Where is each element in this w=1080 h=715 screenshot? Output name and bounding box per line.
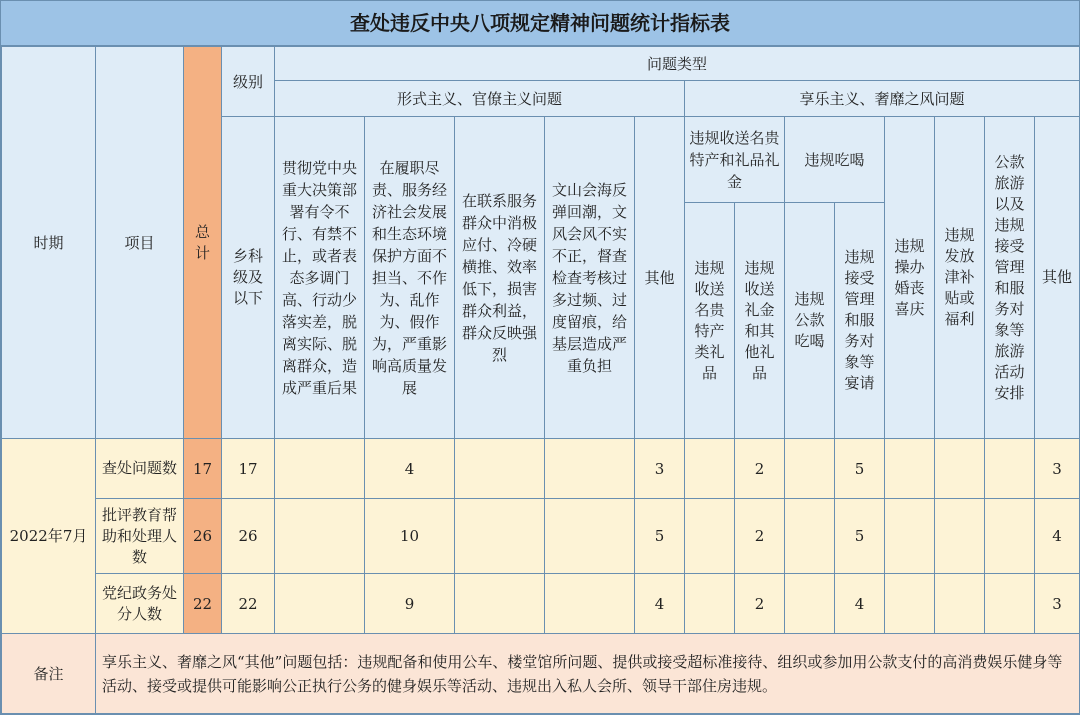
row-label-cases: 查处问题数 bbox=[96, 439, 184, 499]
weddings-funerals-header: 违规操办婚丧喜庆 bbox=[885, 117, 935, 439]
data-cell bbox=[985, 499, 1035, 574]
data-cell bbox=[935, 499, 985, 574]
gift-specialty-header: 违规收送名贵特产类礼品 bbox=[685, 203, 735, 439]
data-cell: 2 bbox=[735, 439, 785, 499]
data-cell bbox=[545, 439, 635, 499]
data-cell: 2 bbox=[735, 574, 785, 634]
data-cell: 5 bbox=[635, 499, 685, 574]
data-cell bbox=[455, 439, 545, 499]
period-header: 时期 bbox=[2, 47, 96, 439]
data-cell bbox=[455, 499, 545, 574]
data-cell: 3 bbox=[1035, 574, 1080, 634]
level-header: 级别 bbox=[222, 47, 275, 117]
gift-cash-header: 违规收送礼金和其他礼品 bbox=[735, 203, 785, 439]
formalism-other-header: 其他 bbox=[635, 117, 685, 439]
formalism-group-header: 形式主义、官僚主义问题 bbox=[275, 81, 685, 117]
formalism-col-1-header: 贯彻党中央重大决策部署有令不行、有禁不止，或者表态多调门高、行动少落实差，脱离实际、脱离群众，造成严重后果 bbox=[275, 117, 365, 439]
data-cell bbox=[935, 439, 985, 499]
row-level-disciplined: 22 bbox=[222, 574, 275, 634]
data-cell bbox=[985, 439, 1035, 499]
data-cell: 5 bbox=[835, 499, 885, 574]
formalism-col-4-header: 文山会海反弹回潮，文风会风不实不正，督查检查考核过多过频、过度留痕，给基层造成严重负担 bbox=[545, 117, 635, 439]
statistics-table bbox=[1, 46, 1080, 714]
data-cell bbox=[275, 439, 365, 499]
data-cell bbox=[885, 574, 935, 634]
data-cell: 4 bbox=[835, 574, 885, 634]
note-label: 备注 bbox=[2, 634, 96, 714]
data-cell: 4 bbox=[635, 574, 685, 634]
data-cell bbox=[275, 574, 365, 634]
hedonism-other-header: 其他 bbox=[1035, 117, 1080, 439]
note-text: 享乐主义、奢靡之风“其他”问题包括：违规配备和使用公车、楼堂馆所问题、提供或接受超标准接待、组织或参加用公款支付的高消费娱乐健身等活动、接受或提供可能影响公正执行公务的健身娱乐等活动、违规出入私人会所、领导干部住房违规。 bbox=[96, 634, 1080, 714]
period-cell: 2022年7月 bbox=[2, 439, 96, 634]
data-cell bbox=[275, 499, 365, 574]
row-label-disciplined: 党纪政务处分人数 bbox=[96, 574, 184, 634]
hedonism-group-header: 享乐主义、奢靡之风问题 bbox=[685, 81, 1080, 117]
row-level-handled: 26 bbox=[222, 499, 275, 574]
row-label-handled: 批评教育帮助和处理人数 bbox=[96, 499, 184, 574]
data-cell bbox=[455, 574, 545, 634]
data-cell bbox=[685, 574, 735, 634]
data-cell bbox=[685, 439, 735, 499]
data-cell bbox=[785, 439, 835, 499]
data-cell bbox=[785, 574, 835, 634]
data-cell: 4 bbox=[365, 439, 455, 499]
data-cell bbox=[785, 499, 835, 574]
accept-banquet-header: 违规接受管理和服务对象等宴请 bbox=[835, 203, 885, 439]
data-cell bbox=[985, 574, 1035, 634]
formalism-col-2-header: 在履职尽责、服务经济社会发展和生态环境保护方面不担当、不作为、乱作为、假作为，严重影响高质量发展 bbox=[365, 117, 455, 439]
data-cell bbox=[885, 499, 935, 574]
data-cell: 4 bbox=[1035, 499, 1080, 574]
allowances-header: 违规发放津补贴或福利 bbox=[935, 117, 985, 439]
item-header: 项目 bbox=[96, 47, 184, 439]
gift-group-header: 违规收送名贵特产和礼品礼金 bbox=[685, 117, 785, 203]
data-cell bbox=[885, 439, 935, 499]
total-header: 总计 bbox=[184, 47, 222, 439]
data-cell bbox=[935, 574, 985, 634]
data-cell: 10 bbox=[365, 499, 455, 574]
dining-group-header: 违规吃喝 bbox=[785, 117, 885, 203]
data-cell: 5 bbox=[835, 439, 885, 499]
row-level-cases: 17 bbox=[222, 439, 275, 499]
level-value-header: 乡科级及以下 bbox=[222, 117, 275, 439]
public-travel-header: 公款旅游以及违规接受管理和服务对象等旅游活动安排 bbox=[985, 117, 1035, 439]
page-title: 查处违反中央八项规定精神问题统计指标表 bbox=[1, 1, 1079, 46]
row-total-handled: 26 bbox=[184, 499, 222, 574]
row-total-cases: 17 bbox=[184, 439, 222, 499]
data-cell bbox=[545, 574, 635, 634]
data-cell: 2 bbox=[735, 499, 785, 574]
data-cell: 9 bbox=[365, 574, 455, 634]
row-total-disciplined: 22 bbox=[184, 574, 222, 634]
data-cell bbox=[685, 499, 735, 574]
data-cell bbox=[545, 499, 635, 574]
public-dining-header: 违规公款吃喝 bbox=[785, 203, 835, 439]
formalism-col-3-header: 在联系服务群众中消极应付、冷硬横推、效率低下，损害群众利益，群众反映强烈 bbox=[455, 117, 545, 439]
problem-type-header: 问题类型 bbox=[275, 47, 1080, 81]
data-cell: 3 bbox=[1035, 439, 1080, 499]
data-cell: 3 bbox=[635, 439, 685, 499]
